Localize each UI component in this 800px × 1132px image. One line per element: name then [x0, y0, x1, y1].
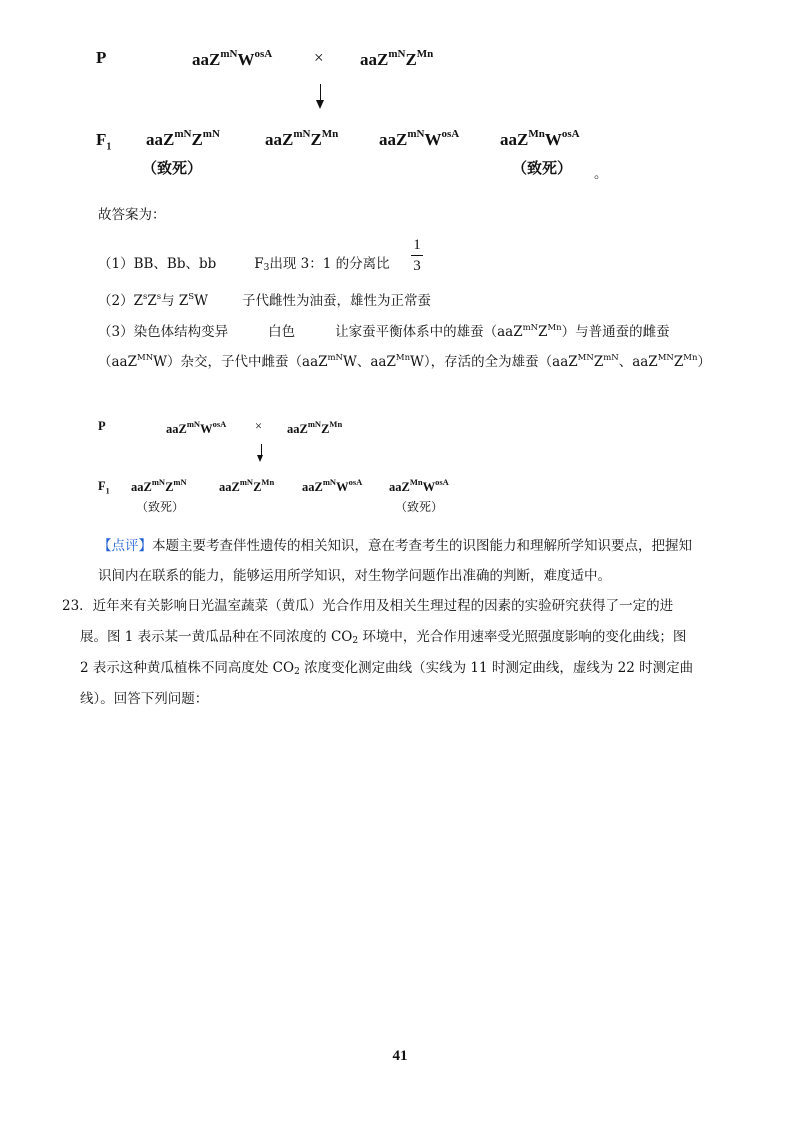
- offspring-genotype-2: $aaZ^{mN}Z^{Mn}$: [265, 128, 339, 149]
- f1-label: $F_1$: [96, 130, 112, 153]
- question-23-line-1: 23．近年来有关影响日光温室蔬菜（黄瓜）光合作用及相关生理过程的因素的实验研究获得了一定的进: [62, 598, 674, 614]
- offspring-genotype-3: $aaZ^{mN}W^{osA}$: [302, 477, 363, 494]
- question-23-line-4: 线）。回答下列问题：: [80, 691, 209, 707]
- comment-line-2: 识间内在联系的能力，能够运用所学知识，对生物学问题作出准确的判断，难度适中。: [98, 568, 611, 584]
- answer-line-2: $(2)Z^sZ^s$与 $Z^SW$ 子代雌性为油蚕，雄性为正常蚕: [98, 292, 432, 309]
- parent-male-genotype: $aaZ^{mN}Z^{Mn}$: [287, 419, 343, 436]
- lethal-note-2: （致死）: [395, 500, 444, 514]
- parent-male-genotype: $aaZ^{mN}Z^{Mn}$: [360, 48, 434, 69]
- parent-female-genotype: $aaZ^{mN}W^{osA}$: [166, 419, 227, 436]
- fraction-one-third: $\frac{1}{3}$: [411, 234, 423, 274]
- offspring-genotype-1: $aaZ^{mN}Z^{mN}$: [146, 128, 220, 149]
- comment-line-1: 【点评】本题主要考查伴性遗传的相关知识，意在考查考生的识图能力和理解所学知识要点，把握知: [98, 538, 692, 554]
- cross-symbol: ×: [255, 419, 263, 433]
- question-23-line-3: 2 表示这种黄瓜植株不同高度处 $CO_2$ 浓度变化测定曲线（实线为 11 时测定曲线，虚线为 22 时测定曲: [80, 660, 694, 677]
- parent-female-genotype: $aaZ^{mN}W^{osA}$: [192, 48, 273, 69]
- question-23-line-2: 展。图 1 表示某一黄瓜品种在不同浓度的 $CO_2$ 环境中，光合作用速率受光照强度影响的变化曲线；图: [80, 629, 687, 646]
- arrowhead-icon: [316, 100, 324, 109]
- offspring-genotype-1: $aaZ^{mN}Z^{mN}$: [131, 477, 187, 494]
- lethal-note-1: （致死）: [142, 159, 203, 177]
- arrowhead-icon: [257, 455, 263, 462]
- offspring-genotype-4: $aaZ^{Mn}W^{osA}$: [389, 477, 449, 494]
- offspring-genotype-2: $aaZ^{mN}Z^{Mn}$: [219, 477, 275, 494]
- cross-symbol: ×: [314, 48, 324, 67]
- answer-line-3-cont: （aaZ$^{MN}$W）杂交，子代中雌蚕（aaZ$^{mN}$W、aaZ$^{Mn}$W），存活的全为雄蚕（$aaZ^{MN}Z^{mN}$、$aaZ^{MN}Z^{Mn}$）: [98, 353, 711, 370]
- lethal-note-2: （致死）: [512, 159, 573, 177]
- comment-tag: 【点评】: [98, 538, 152, 554]
- answer-intro: 故答案为：: [98, 207, 166, 223]
- answer-line-1: （1）BB、Bb、bb $F_3$出现 3：1 的分离比: [98, 256, 390, 273]
- answer-line-3: （3）染色体结构变异 白色 让家蚕平衡体系中的雄蚕$(aaZ^{mN}Z^{Mn})$与普通蚕的雌蚕: [98, 323, 670, 340]
- sentence-period: 。: [594, 166, 608, 182]
- offspring-genotype-3: $aaZ^{mN}W^{osA}$: [379, 128, 460, 149]
- parent-label: P: [98, 419, 106, 433]
- lethal-note-1: （致死）: [136, 500, 185, 514]
- parent-label: P: [96, 48, 107, 67]
- offspring-genotype-4: $aaZ^{Mn}W^{osA}$: [500, 128, 580, 149]
- page-number: 41: [392, 1048, 408, 1064]
- f1-label: $F_1$: [98, 479, 110, 496]
